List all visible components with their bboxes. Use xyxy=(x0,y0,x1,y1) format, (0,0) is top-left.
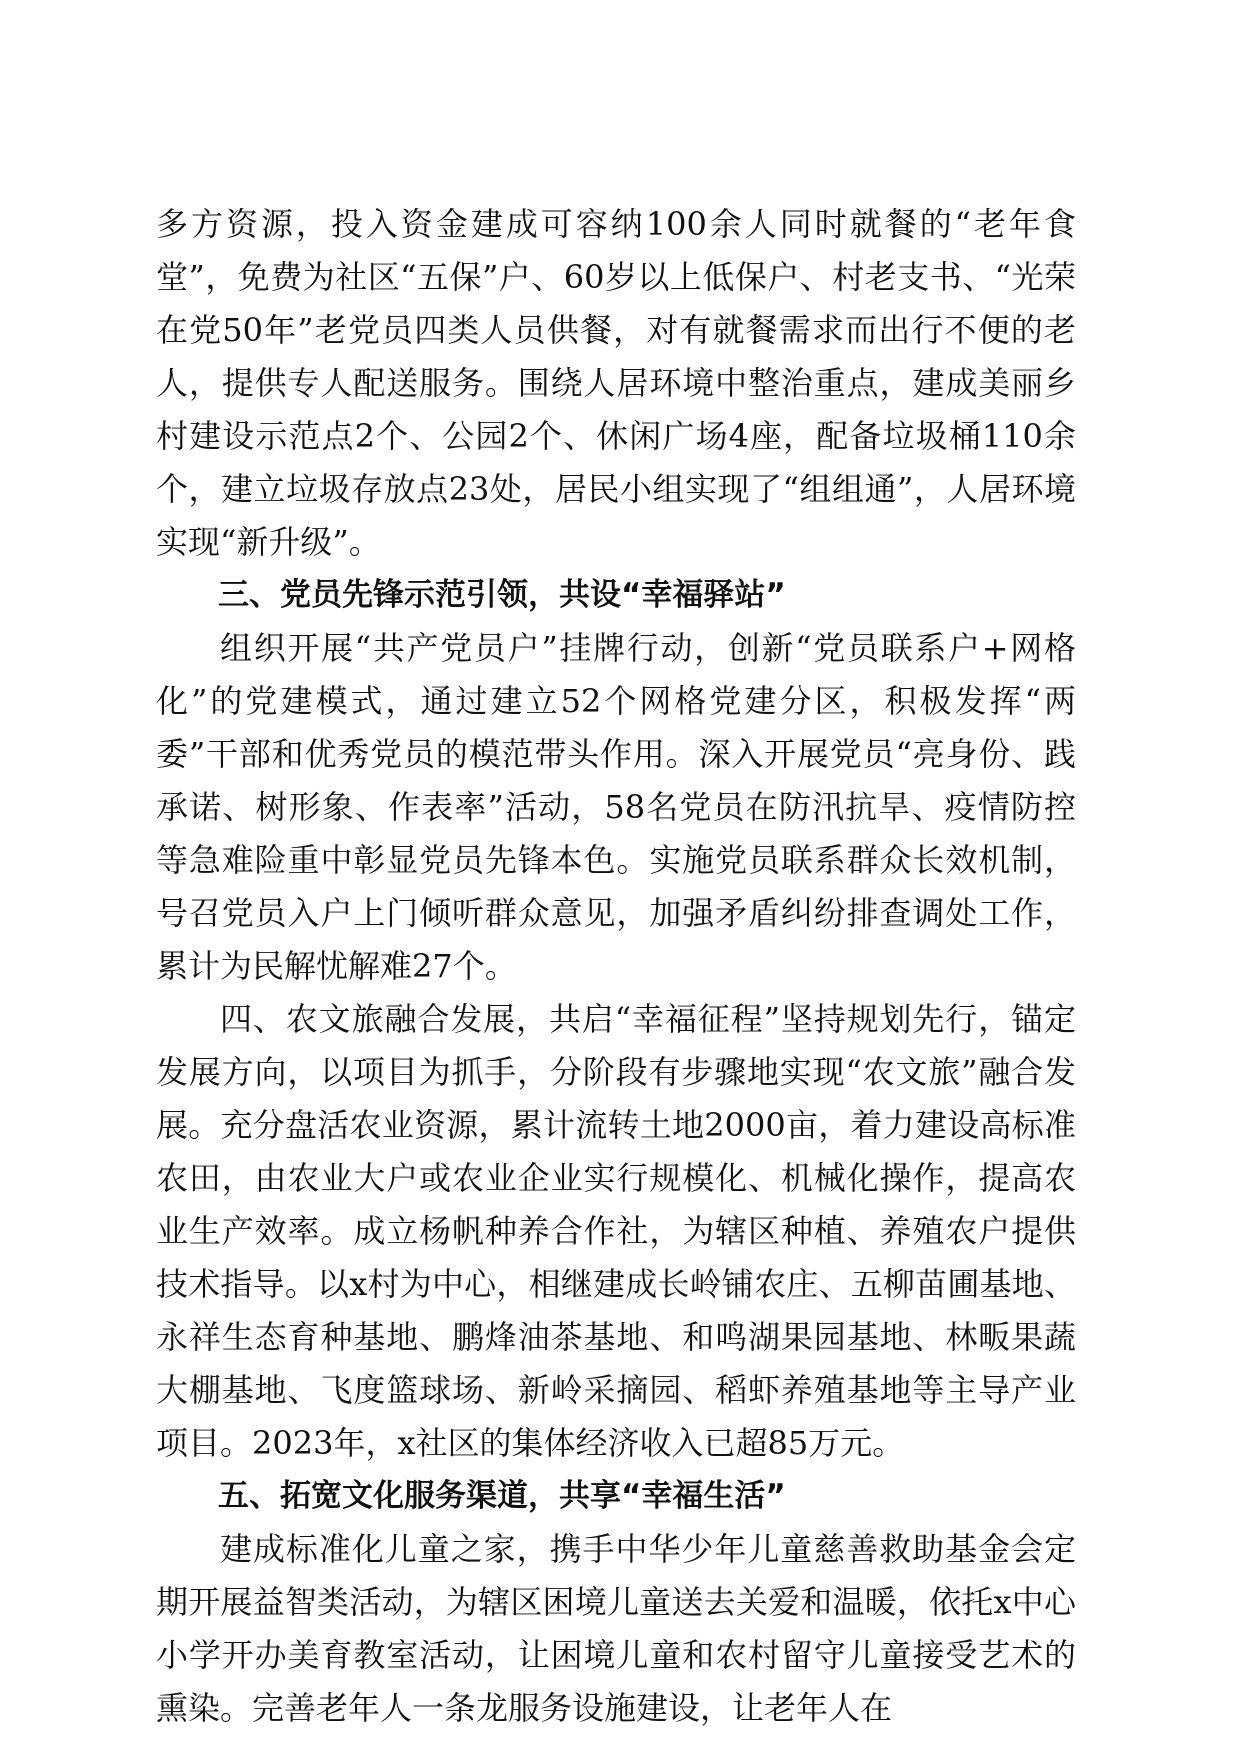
paragraph-cultural-services: 建成标准化儿童之家，携手中华少年儿童慈善救助基金会定期开展益智类活动，为辖区困境儿童送去关爱和温暖，依托x中心小学开办美育教室活动，让困境儿童和农村留守儿童接受艺术的熏染。完善老年人一条龙服务设施建设，让老年人在 xyxy=(156,1530,1076,1727)
section-heading-3: 三、党员先锋示范引领，共设“幸福驿站” xyxy=(218,577,786,613)
paragraph-elderly-canteen: 多方资源，投入资金建成可容纳100余人同时就餐的“老年食堂”，免费为社区“五保”户、60岁以上低保户、村老支书、“光荣在党50年”老党员四类人员供餐，对有就餐需求而出行不便的老人，提供专人配送服务。围绕人居环境中整治重点，建成美丽乡村建设示范点2个、公园2个、休闲广场4座，配备垃圾桶110余个，建立垃圾存放点23处，居民小组实现了“组组通”，人居环境实现“新升级”。 xyxy=(156,205,1076,561)
section-heading-5: 五、拓宽文化服务渠道，共享“幸福生活” xyxy=(218,1478,786,1514)
paragraph-agri-culture-tourism: 四、农文旅融合发展，共启“幸福征程”坚持规划先行，锚定发展方向，以项目为抓手，分阶段有步骤地实现“农文旅”融合发展。充分盘活农业资源，累计流转土地2000亩，着力建设高标准农田，由农业大户或农业企业实行规模化、机械化操作，提高农业生产效率。成立杨帆种养合作社，为辖区种植、养殖农户提供技术指导。以x村为中心，相继建成长岭铺农庄、五柳苗圃基地、永祥生态育种基地、鹏烽油茶基地、和鸣湖果园基地、林畈果蔬大棚基地、飞度篮球场、新岭采摘园、稻虾养殖基地等主导产业项目。2023年，x社区的集体经济收入已超85万元。 xyxy=(156,1000,1076,1462)
paragraph-party-members: 组织开展“共产党员户”挂牌行动，创新“党员联系户+网格化”的党建模式，通过建立52个网格党建分区，积极发挥“两委”干部和优秀党员的模范带头作用。深入开展党员“亮身份、践承诺、树形象、作表率”活动，58名党员在防汛抗旱、疫情防控等急难险重中彰显党员先锋本色。实施党员联系群众长效机制，号召党员入户上门倾听群众意见，加强矛盾纠纷排查调处工作，累计为民解忧解难27个。 xyxy=(156,629,1076,985)
document-body xyxy=(156,198,1076,1735)
